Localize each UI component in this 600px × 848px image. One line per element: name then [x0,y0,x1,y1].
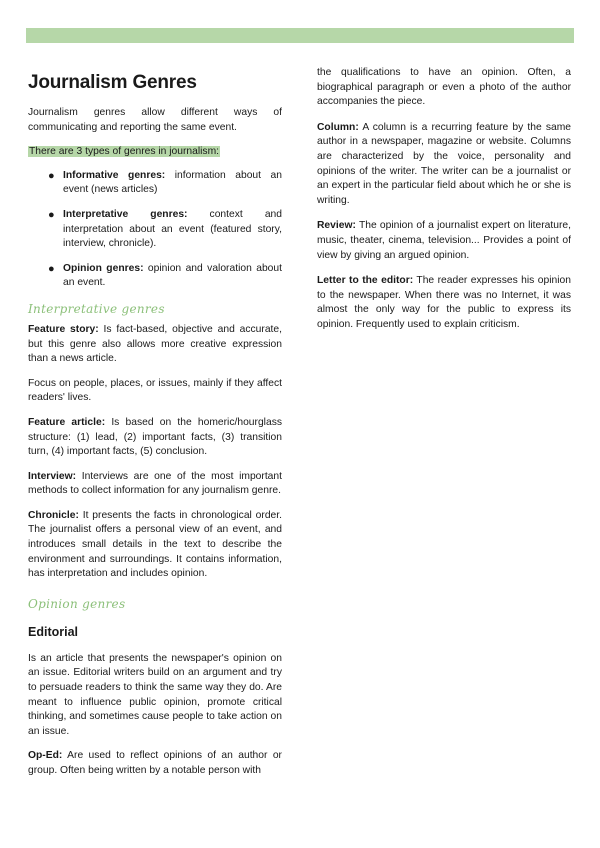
genre-text: opinion and valoration about an event. [63,262,282,289]
interview-paragraph [28,470,282,499]
term: Letter to the editor: [317,275,414,287]
term: Op-Ed: [28,750,63,762]
page-title: Journalism Genres [28,72,197,93]
genre-list [28,169,282,291]
term: Column: [317,121,359,133]
intro-paragraph: Journalism genres allow different ways of communicating and reporting the same event. [28,107,282,133]
types-highlight: There are 3 types of genres in journalism: [29,146,220,158]
definition: It presents the facts in chronological order. The journalist offers a personal view of an event, and introduces small details in the text to describe the environment and surroundings. It contains information, has interpretation and includes opinion. [28,509,282,580]
left-column [28,66,282,789]
term: Feature story: [28,323,99,335]
list-item [48,169,282,198]
genre-text: information about an event (news articles) [63,169,282,196]
definition: Are used to reflect opinions of an author or group. Often being written by a notable person with [28,750,282,776]
editorial-title: Editorial [28,624,79,639]
oped-continuation: the qualifications to have an opinion. Often, a biographical paragraph or even a photo of the author accompanies the piece. [317,67,571,108]
term: Interview: [28,470,77,482]
chronicle-paragraph [28,509,282,582]
review-paragraph [317,219,571,263]
term: Review: [317,220,356,232]
list-item [48,262,282,291]
bullet-icon: ● [48,169,55,182]
column-paragraph [317,121,571,209]
list-item [48,208,282,252]
opinion-heading: Opinion genres [28,596,126,611]
bullet-icon: ● [48,262,55,275]
interpretative-heading: Interpretative genres [28,301,165,316]
genre-term: Informative genres: [63,169,166,181]
definition: The opinion of a journalist expert on literature, music, theater, cinema, television... Provides a point of view by giving an argued opinion. [317,220,571,261]
definition: Is based on the homeric/hourglass structure: (1) lead, (2) important facts, (3) transition turn, (4) important facts, (5) conclusion. [28,416,282,458]
oped-paragraph [28,749,282,778]
genre-text: context and interpretation about an event (featured story, interview, chronicle). [63,208,282,250]
term: Feature article: [28,416,106,428]
editorial-paragraph: Is an article that presents the newspaper's opinion on an issue. Editorial writers build on an argument and try to persuade readers to think the same way they do. Are meant to influence public opinion, promote critical thinking, and sometimes cause people to take action on an issue. [28,652,282,737]
definition: A column is a recurring feature by the same author in a newspaper, magazine or website. Columns are characterized by the voice, personality and opinions of the writer. The writer can be a journalist or an expert in the particular field about which he or she is writing. [317,121,571,206]
header-accent-bar [26,28,574,43]
letter-paragraph [317,274,571,332]
term: Chronicle: [28,509,79,521]
definition: The reader expresses his opinion to the newspaper. When there was no Internet, it was almost the only way for the public to express its opinion. Frequently used to explain criticism. [317,275,571,330]
types-line [28,145,282,160]
definition: Interviews are one of the most important methods to collect information for any journalism genre. [28,470,282,497]
feature-story-paragraph [28,323,282,367]
definition: Is fact-based, objective and accurate, but this genre also allows more creative expression than a news article. [28,323,282,365]
right-column [317,66,571,344]
feature-article-paragraph [28,416,282,460]
genre-term: Opinion genres: [63,262,144,274]
genre-term: Interpretative genres: [63,208,188,220]
bullet-icon: ● [48,208,55,221]
focus-paragraph: Focus on people, places, or issues, mainly if they affect readers' lives. [28,377,282,404]
